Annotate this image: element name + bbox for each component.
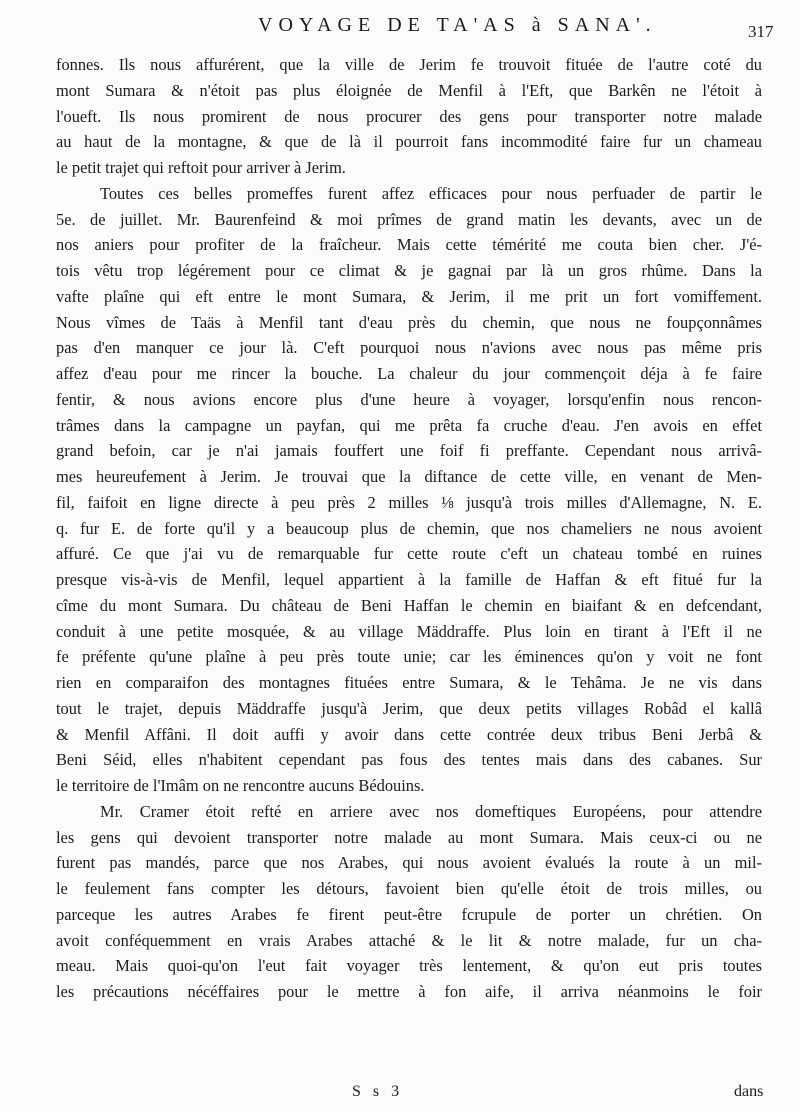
- text-line: cîme du mont Sumara. Du château de Beni Haffan le chemin en biaifant & en defcendant,: [56, 595, 762, 615]
- text-line: les gens qui devoient transporter notre malade au mont Sumara. Mais ceux-ci ou ne: [56, 827, 762, 847]
- text-line: Beni Séid, elles n'habitent cependant pas fous des tentes mais dans des cabanes. Sur: [56, 750, 762, 770]
- catchword: dans: [734, 1083, 764, 1100]
- text-line: Mr. Cramer étoit refté en arriere avec nos domeftiques Européens, pour attendre: [100, 801, 762, 821]
- text-line: & Menfil Affâni. Il doit auffi y avoir dans cette contrée deux tribus Beni Jerbâ &: [56, 724, 762, 744]
- text-line: Nous vîmes de Taäs à Menfil tant d'eau près du chemin, que nous ne foupçonnâmes: [56, 312, 762, 332]
- body-text: [56, 52, 762, 1005]
- text-line: fentir, & nous avions encore plus d'une heure à voyager, lorsqu'enfin nous rencon-: [56, 389, 762, 409]
- page-number: 317: [748, 22, 774, 41]
- text-line: Toutes ces belles promeffes furent affez efficaces pour nous perfuader de partir le: [100, 183, 762, 203]
- text-line: tout le trajet, depuis Mäddraffe jusqu'à Jerim, que deux petits villages Robâd el kallâ: [56, 698, 762, 718]
- text-line: le feulement fans compter les détours, favoient bien qu'elle étoit de trois milles, ou: [56, 879, 762, 898]
- text-line: au haut de la montagne, & que de là il pourroit fans incommodité faire fur un chameau: [56, 132, 762, 152]
- text-line: avoit conféquemment en vrais Arabes attaché & le lit & notre malade, fur un cha-: [56, 930, 762, 950]
- text-line: le territoire de l'Imâm on ne rencontre aucuns Bédouins.: [56, 776, 425, 795]
- text-line: affez d'eau pour me rincer la bouche. La chaleur du jour commençoit déja à fe faire: [56, 364, 762, 383]
- signature-mark: S s 3: [352, 1083, 404, 1100]
- text-line: les précautions nécéffaires pour le mettre à fon aife, il arriva néanmoins le foir: [56, 982, 762, 1001]
- text-line: fonnes. Ils nous affurérent, que la ville de Jerim fe trouvoit fituée de l'autre coté du: [56, 55, 762, 74]
- text-line: grand befoin, car je n'ai jamais fouffert une foif fi preffante. Cependant nous arrivâ-: [56, 441, 762, 461]
- page-footer: [0, 1083, 800, 1107]
- text-line: vafte plaîne qui eft entre le mont Sumara, & Jerim, il me prit un fort vomiffement.: [56, 286, 762, 306]
- running-head: [0, 8, 800, 42]
- text-line: rien en comparaifon des montagnes fituées entre Sumara, & le Tehâma. Je ne vis dans: [56, 673, 762, 692]
- text-line: mont Sumara & n'étoit pas plus éloignée de Menfil à l'Eft, que Barkên ne l'étoit à: [56, 80, 762, 100]
- running-title: VOYAGE DE TA'AS à SANA'.: [258, 14, 657, 36]
- text-line: conduit à une petite mosquée, & au village Mäddraffe. Plus loin en tirant à l'Eft il ne: [56, 621, 762, 641]
- text-line: parceque les autres Arabes fe firent peut-être fcrupule de porter un chrétien. On: [56, 904, 762, 924]
- text-line: fe préfente qu'une plaîne à peu près toute unie; car les éminences qu'on y voit ne font: [56, 647, 762, 667]
- text-line: presque vis-à-vis de Menfil, lequel appartient à la famille de Haffan & eft fitué fur la: [56, 570, 762, 589]
- text-line: l'oueft. Ils nous promirent de nous procurer des gens pour transporter notre malade: [56, 106, 762, 126]
- text-line: pas d'en manquer ce jour là. C'eft pourquoi nous n'avions avec nous pas même pris: [56, 338, 762, 358]
- text-line: 5e. de juillet. Mr. Baurenfeind & moi prîmes de grand matin les devants, avec un de: [56, 209, 762, 229]
- text-line: affuré. Ce que j'ai vu de remarquable fur cette route c'eft un chateau tombé en ruines: [56, 544, 762, 564]
- text-line: furent pas mandés, parce que nos Arabes, qui nous avoient évalués la route à un mil-: [56, 853, 762, 873]
- text-line: tois vêtu trop légérement pour ce climat & je gagnai par là un gros rhûme. Dans la: [56, 261, 762, 280]
- text-line: fil, faifoit en ligne directe à peu près 2 milles ⅛ jusqu'à trois milles d'Allemagne, N. E.: [56, 492, 762, 512]
- text-line: trâmes dans la campagne un payfan, qui me prêta fa cruche d'eau. J'en avois en effet: [56, 415, 762, 435]
- text-line: meau. Mais quoi-qu'on l'eut fait voyager très lentement, & qu'on eut pris toutes: [56, 956, 762, 976]
- text-line: nos aniers pour profiter de la fraîcheur. Mais cette témérité me couta bien cher. J'é-: [56, 235, 762, 255]
- text-line: q. fur E. de forte qu'il y a beaucoup plus de chemin, que nos chameliers ne nous avoient: [56, 518, 762, 538]
- text-line: mes heureufement à Jerim. Je trouvai que la diftance de cette ville, en venant de Men-: [56, 467, 762, 486]
- text-line: le petit trajet qui reftoit pour arriver à Jerim.: [56, 158, 346, 177]
